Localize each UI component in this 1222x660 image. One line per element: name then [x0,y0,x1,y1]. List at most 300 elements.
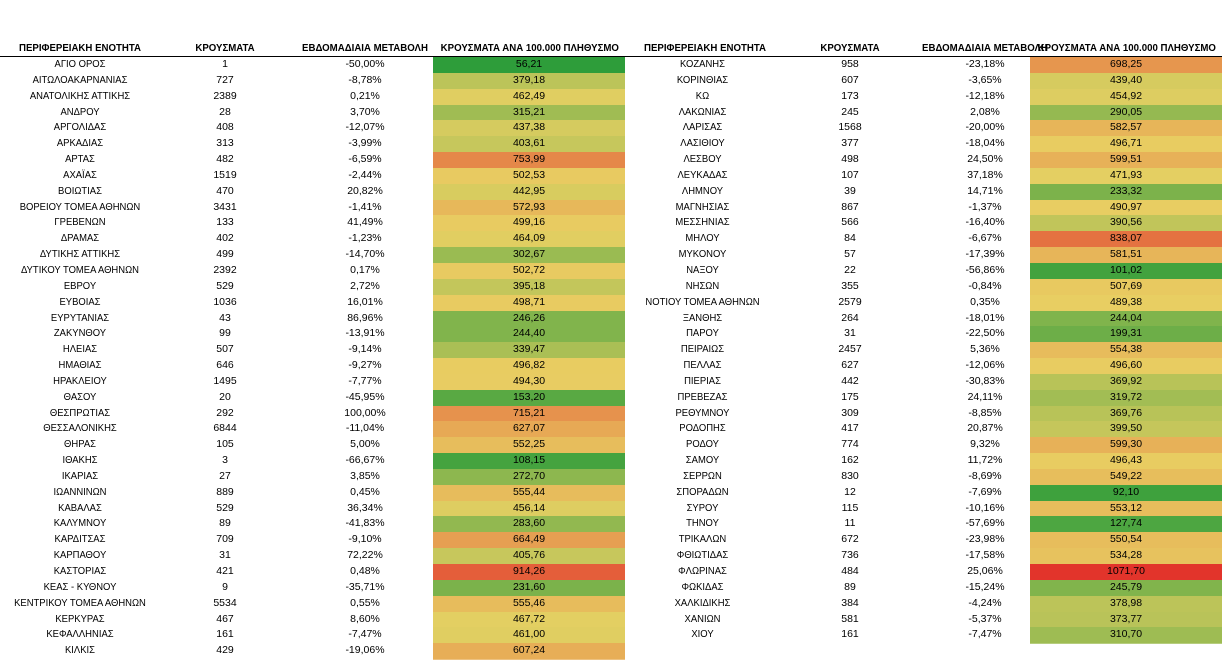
cell-cases: 646 [216,359,234,372]
cell-region-name: ΠΙΕΡΙΑΣ [684,374,721,387]
cell-per-100k: 555,46 [433,596,625,613]
cell-region-name: ΙΩΑΝΝΙΝΩΝ [53,485,107,498]
cell-region-name: ΠΡΕΒΕΖΑΣ [677,390,728,403]
cell-cases: 292 [216,406,234,419]
cell-region-name: ΚΑΛΥΜΝΟΥ [53,517,107,530]
cell-cases: 6844 [213,422,237,435]
cell-cases: 22 [844,263,856,276]
table-row [625,501,1222,517]
header-region-name: ΠΕΡΙΦΕΡΕΙΑΚΗ ΕΝΟΤΗΤΑ [18,42,142,54]
cell-weekly-change: -14,70% [345,248,385,261]
cell-weekly-change: -35,71% [345,580,385,593]
cell-cases: 162 [841,454,859,467]
cell-cases: 99 [219,327,231,340]
cell-cases: 133 [216,216,234,229]
cell-cases: 499 [216,248,234,261]
cell-weekly-change: 86,96% [347,311,383,324]
table-row [625,437,1222,453]
table-row [625,184,1222,200]
header-cases: ΚΡΟΥΣΜΑΤΑ [820,42,880,54]
cell-weekly-change: -20,00% [965,121,1005,134]
cell-cases: 57 [844,248,856,261]
cell-cases: 89 [844,580,856,593]
cell-per-100k: 502,53 [433,168,625,185]
cell-weekly-change: -7,47% [348,628,382,641]
cell-per-100k: 464,09 [433,231,625,248]
cell-per-100k: 231,60 [433,580,625,597]
cell-per-100k: 572,93 [433,200,625,217]
cell-cases: 467 [216,612,234,625]
table-body [625,57,1222,643]
cell-region-name: ΑΡΓΟΛΙΔΑΣ [53,121,107,134]
cell-cases: 28 [219,105,231,118]
cell-weekly-change: -6,59% [348,153,382,166]
cell-region-name: ΙΚΑΡΙΑΣ [61,469,99,482]
cell-per-100k: 507,69 [1030,279,1222,296]
table-row [0,342,625,358]
cell-region-name: ΜΥΚΟΝΟΥ [678,248,727,261]
cell-cases: 607 [841,73,859,86]
cell-region-name: ΒΟΙΩΤΙΑΣ [58,184,102,197]
table-row [0,548,625,564]
cell-region-name: ΚΑΒΑΛΑΣ [58,501,102,514]
table-row [0,516,625,532]
cell-region-name: ΑΡΚΑΔΙΑΣ [56,137,104,150]
cell-cases: 867 [841,200,859,213]
table-row [625,596,1222,612]
table-row [0,421,625,437]
cell-region-name: ΑΝΑΤΟΛΙΚΗΣ ΑΤΤΙΚΗΣ [29,89,131,102]
table-row [625,57,1222,73]
cell-cases: 245 [841,105,859,118]
table-row [0,580,625,596]
cell-weekly-change: 41,49% [347,216,383,229]
cell-region-name: ΑΡΤΑΣ [65,153,95,166]
cell-weekly-change: 37,18% [967,168,1003,181]
cell-region-name: ΚΕΡΚΥΡΑΣ [55,612,105,625]
cell-region-name: ΠΕΙΡΑΙΩΣ [680,343,725,356]
cell-cases: 774 [841,438,859,451]
cell-region-name: ΛΗΜΝΟΥ [681,184,724,197]
cell-cases: 402 [216,232,234,245]
table-row [0,73,625,89]
table-row [625,358,1222,374]
table-row [0,612,625,628]
cell-region-name: ΑΙΤΩΛΟΑΚΑΡΝΑΝΙΑΣ [32,73,128,86]
cell-weekly-change: -8,69% [968,469,1002,482]
table-row [0,596,625,612]
table-row [0,279,625,295]
table-row [0,358,625,374]
cell-cases: 408 [216,121,234,134]
cell-weekly-change: 14,71% [967,184,1003,197]
table-row [625,516,1222,532]
cell-per-100k: 534,28 [1030,548,1222,565]
cell-region-name: ΗΜΑΘΙΑΣ [58,359,102,372]
cell-region-name: ΛΑΣΙΘΙΟΥ [680,137,725,150]
cell-per-100k: 698,25 [1030,57,1222,74]
cell-per-100k: 390,56 [1030,215,1222,232]
cell-cases: 3 [222,454,228,467]
table-row [625,532,1222,548]
cell-region-name: ΒΟΡΕΙΟΥ ΤΟΜΕΑ ΑΘΗΝΩΝ [19,200,141,213]
table-row [625,580,1222,596]
cell-weekly-change: -1,41% [348,200,382,213]
cell-region-name: ΘΑΣΟΥ [63,390,97,403]
cell-cases: 355 [841,279,859,292]
cell-per-100k: 395,18 [433,279,625,296]
cell-weekly-change: 11,72% [967,454,1003,467]
cell-per-100k: 582,57 [1030,120,1222,137]
cell-cases: 1 [222,58,228,70]
table-row [625,627,1222,643]
cell-per-100k: 244,04 [1030,311,1222,328]
cell-per-100k: 379,18 [433,73,625,90]
cell-cases: 84 [844,232,856,245]
cell-weekly-change: -12,18% [965,89,1005,102]
cell-per-100k: 715,21 [433,406,625,423]
cell-per-100k: 369,76 [1030,406,1222,423]
cell-weekly-change: -57,69% [965,517,1005,530]
cell-weekly-change: 72,22% [347,549,383,562]
cell-weekly-change: -18,01% [965,311,1005,324]
cell-per-100k: 599,51 [1030,152,1222,169]
cell-cases: 313 [216,137,234,150]
table-row [0,532,625,548]
cell-per-100k: 456,14 [433,501,625,518]
cell-per-100k: 153,20 [433,390,625,407]
cell-per-100k: 496,71 [1030,136,1222,153]
cell-weekly-change: 0,21% [350,89,380,102]
table-row [625,231,1222,247]
table-row [0,406,625,422]
cell-weekly-change: -1,23% [348,232,382,245]
cell-per-100k: 1071,70 [1030,564,1222,581]
cell-per-100k: 914,26 [433,564,625,581]
cell-per-100k: 499,16 [433,215,625,232]
cell-per-100k: 467,72 [433,612,625,629]
cell-region-name: ΗΡΑΚΛΕΙΟΥ [53,374,107,387]
cell-region-name: ΛΑΚΩΝΙΑΣ [678,105,727,118]
cell-per-100k: 315,21 [433,105,625,122]
cell-cases: 264 [841,311,859,324]
cell-cases: 1036 [213,295,237,308]
cell-region-name: ΚΙΛΚΙΣ [64,644,96,657]
cell-per-100k: 290,05 [1030,105,1222,122]
cell-weekly-change: 24,50% [967,153,1003,166]
cell-region-name: ΛΕΥΚΑΔΑΣ [677,168,728,181]
cell-per-100k: 233,32 [1030,184,1222,201]
cell-region-name: ΧΙΟΥ [691,628,714,641]
cell-cases: 507 [216,343,234,356]
table-row [625,168,1222,184]
cell-cases: 442 [841,374,859,387]
cell-region-name: ΘΗΡΑΣ [64,438,96,451]
cell-per-100k: 339,47 [433,342,625,359]
table-row [0,627,625,643]
cell-cases: 27 [219,469,231,482]
cell-cases: 2392 [213,263,237,276]
cell-region-name: ΕΥΡΥΤΑΝΙΑΣ [50,311,110,324]
table-row [625,612,1222,628]
cell-region-name: ΗΛΕΙΑΣ [62,343,98,356]
cell-weekly-change: -56,86% [965,263,1005,276]
cell-weekly-change: 3,70% [350,105,380,118]
table-row [625,485,1222,501]
cell-cases: 429 [216,644,234,657]
cell-cases: 31 [219,549,231,562]
table-row [0,231,625,247]
cell-per-100k: 439,40 [1030,73,1222,90]
header-per-100k: ΚΡΟΥΣΜΑΤΑ ΑΝΑ 100.000 ΠΛΗΘΥΣΜΟ [440,42,619,54]
cell-cases: 727 [216,73,234,86]
cell-cases: 672 [841,533,859,546]
table-row [0,120,625,136]
cell-weekly-change: -11,04% [345,422,385,435]
cell-weekly-change: -15,24% [965,580,1005,593]
cell-weekly-change: 3,85% [350,469,380,482]
cell-region-name: ΧΑΛΚΙΔΙΚΗΣ [674,596,731,609]
table-row [625,342,1222,358]
table-row [0,437,625,453]
cell-per-100k: 496,82 [433,358,625,375]
cell-weekly-change: 0,45% [350,485,380,498]
cell-cases: 566 [841,216,859,229]
cell-cases: 889 [216,485,234,498]
cell-per-100k: 471,93 [1030,168,1222,185]
cell-per-100k: 552,25 [433,437,625,454]
cell-per-100k: 92,10 [1030,485,1222,502]
cell-per-100k: 581,51 [1030,247,1222,264]
cell-weekly-change: -7,69% [968,485,1002,498]
cell-per-100k: 489,38 [1030,295,1222,312]
cell-per-100k: 490,97 [1030,200,1222,217]
table-row [0,168,625,184]
cell-region-name: ΔΥΤΙΚΟΥ ΤΟΜΕΑ ΑΘΗΝΩΝ [21,263,139,276]
header-weekly-change: ΕΒΔΟΜΑΔΙΑΙΑ ΜΕΤΑΒΟΛΗ [922,42,1048,54]
cell-per-100k: 607,24 [433,643,625,660]
cell-cases: 2457 [838,343,862,356]
table-row [0,247,625,263]
cell-weekly-change: -12,07% [345,121,385,134]
cell-weekly-change: -23,98% [965,533,1005,546]
cell-per-100k: 302,67 [433,247,625,264]
cell-weekly-change: 0,17% [350,263,380,276]
cell-cases: 2389 [213,89,237,102]
cell-region-name: ΧΑΝΙΩΝ [684,612,721,625]
cell-region-name: ΜΗΛΟΥ [685,232,720,245]
cell-cases: 736 [841,549,859,562]
cell-per-100k: 56,21 [433,57,625,74]
cell-weekly-change: -50,00% [345,58,385,70]
cell-region-name: ΣΕΡΡΩΝ [683,469,722,482]
cell-region-name: ΚΟΖΑΝΗΣ [680,58,725,70]
cell-per-100k: 838,07 [1030,231,1222,248]
cell-per-100k: 245,79 [1030,580,1222,597]
table-row [0,263,625,279]
cell-per-100k: 199,31 [1030,326,1222,343]
cell-per-100k: 369,92 [1030,374,1222,391]
table-row [0,643,625,659]
table-row [0,57,625,73]
cell-weekly-change: 36,34% [347,501,383,514]
cell-weekly-change: -23,18% [965,58,1005,70]
cell-cases: 482 [216,153,234,166]
cell-weekly-change: -4,24% [968,596,1002,609]
cell-weekly-change: -9,27% [348,359,382,372]
header-region-name: ΠΕΡΙΦΕΡΕΙΑΚΗ ΕΝΟΤΗΤΑ [643,42,767,54]
cell-weekly-change: -12,06% [965,359,1005,372]
cell-per-100k: 627,07 [433,421,625,438]
cell-cases: 9 [222,580,228,593]
cell-weekly-change: -1,37% [968,200,1002,213]
cell-per-100k: 461,00 [433,627,625,644]
cell-region-name: ΘΕΣΠΡΩΤΙΑΣ [49,406,111,419]
cell-cases: 384 [841,596,859,609]
cell-cases: 709 [216,533,234,546]
cell-region-name: ΠΕΛΛΑΣ [683,359,722,372]
cell-per-100k: 496,60 [1030,358,1222,375]
cell-cases: 484 [841,565,859,577]
header-per-100k: ΚΡΟΥΣΜΑΤΑ ΑΝΑ 100.000 ΠΛΗΘΥΣΜΟ [1037,42,1216,54]
cell-weekly-change: -3,65% [968,73,1002,86]
cell-weekly-change: -8,85% [968,406,1002,419]
cell-per-100k: 405,76 [433,548,625,565]
table-row [625,374,1222,390]
table-row [625,105,1222,121]
cell-region-name: ΔΡΑΜΑΣ [60,232,100,245]
cell-per-100k: 244,40 [433,326,625,343]
cell-weekly-change: -45,95% [345,390,385,403]
cell-weekly-change: -41,83% [345,517,385,530]
table-row [625,120,1222,136]
table-row [625,564,1222,580]
cell-weekly-change: -6,67% [968,232,1002,245]
cell-per-100k: 378,98 [1030,596,1222,613]
table-row [625,326,1222,342]
cell-weekly-change: 5,00% [350,438,380,451]
cell-region-name: ΘΕΣΣΑΛΟΝΙΚΗΣ [43,422,117,435]
cell-cases: 43 [219,311,231,324]
cell-cases: 11 [844,517,856,530]
table-row [0,326,625,342]
table-row [625,73,1222,89]
cell-per-100k: 108,15 [433,453,625,470]
cell-per-100k: 101,02 [1030,263,1222,280]
cell-weekly-change: -16,40% [965,216,1005,229]
cell-weekly-change: -17,39% [965,248,1005,261]
cell-cases: 161 [841,628,859,641]
cell-weekly-change: -9,10% [348,533,382,546]
cell-weekly-change: 0,55% [350,596,380,609]
cell-region-name: ΝΟΤΙΟΥ ΤΟΜΕΑ ΑΘΗΝΩΝ [645,295,760,308]
cell-cases: 958 [841,58,859,70]
table-row [625,311,1222,327]
cell-region-name: ΞΑΝΘΗΣ [682,311,723,324]
cell-cases: 1519 [213,168,237,181]
cell-per-100k: 496,43 [1030,453,1222,470]
cell-region-name: ΝΑΞΟΥ [686,263,719,276]
cell-weekly-change: 16,01% [347,295,383,308]
cell-per-100k: 502,72 [433,263,625,280]
cell-weekly-change: 20,82% [347,184,383,197]
cell-cases: 105 [216,438,234,451]
cell-weekly-change: -13,91% [345,327,385,340]
cell-cases: 175 [841,390,859,403]
cell-region-name: ΚΑΣΤΟΡΙΑΣ [53,565,107,577]
cell-weekly-change: 2,08% [970,105,1000,118]
cell-region-name: ΡΟΔΟΠΗΣ [679,422,726,435]
table-row [625,263,1222,279]
table-row [0,152,625,168]
table-row [625,136,1222,152]
cell-weekly-change: 2,72% [350,279,380,292]
cell-region-name: ΡΟΔΟΥ [686,438,719,451]
table-body [0,57,625,659]
cell-per-100k: 550,54 [1030,532,1222,549]
table-row [625,295,1222,311]
cell-weekly-change: -19,06% [345,644,385,657]
cell-weekly-change: 25,06% [967,565,1003,577]
cell-weekly-change: -17,58% [965,549,1005,562]
cell-region-name: ΤΡΙΚΑΛΩΝ [678,533,727,546]
table-row [0,485,625,501]
cell-region-name: ΔΥΤΙΚΗΣ ΑΤΤΙΚΗΣ [39,248,121,261]
cell-weekly-change: -3,99% [348,137,382,150]
cell-cases: 173 [841,89,859,102]
table-row [0,136,625,152]
cell-weekly-change: 5,36% [970,343,1000,356]
cell-per-100k: 553,12 [1030,501,1222,518]
cell-per-100k: 272,70 [433,469,625,486]
cell-weekly-change: -18,04% [965,137,1005,150]
table-row [625,215,1222,231]
cell-cases: 581 [841,612,859,625]
table-row [0,469,625,485]
table-row [625,89,1222,105]
table-row [0,200,625,216]
table-row [625,390,1222,406]
cell-region-name: ΚΟΡΙΝΘΙΑΣ [676,73,729,86]
cell-weekly-change: -5,37% [968,612,1002,625]
cell-cases: 627 [841,359,859,372]
table-row [0,374,625,390]
cell-per-100k: 599,30 [1030,437,1222,454]
cell-weekly-change: 20,87% [967,422,1003,435]
table-row [0,564,625,580]
table-row [0,501,625,517]
cell-region-name: ΚΕΝΤΡΙΚΟΥ ΤΟΜΕΑ ΑΘΗΝΩΝ [14,596,146,609]
cell-weekly-change: -2,44% [348,168,382,181]
cell-region-name: ΚΕΑΣ - ΚΥΘΝΟΥ [43,580,117,593]
cell-per-100k: 283,60 [433,516,625,533]
cell-cases: 417 [841,422,859,435]
cell-weekly-change: -9,14% [348,343,382,356]
cell-per-100k: 494,30 [433,374,625,391]
cell-weekly-change: 8,60% [350,612,380,625]
cell-cases: 1568 [838,121,862,134]
cell-per-100k: 454,92 [1030,89,1222,106]
cell-cases: 115 [841,501,859,514]
cell-region-name: ΚΕΦΑΛΛΗΝΙΑΣ [46,628,114,641]
cell-cases: 3431 [213,200,237,213]
table-row [0,215,625,231]
cell-region-name: ΤΗΝΟΥ [686,517,719,530]
cell-region-name: ΣΠΟΡΑΔΩΝ [676,485,729,498]
table-row [625,247,1222,263]
cell-weekly-change: -7,47% [968,628,1002,641]
cell-cases: 421 [216,565,234,577]
